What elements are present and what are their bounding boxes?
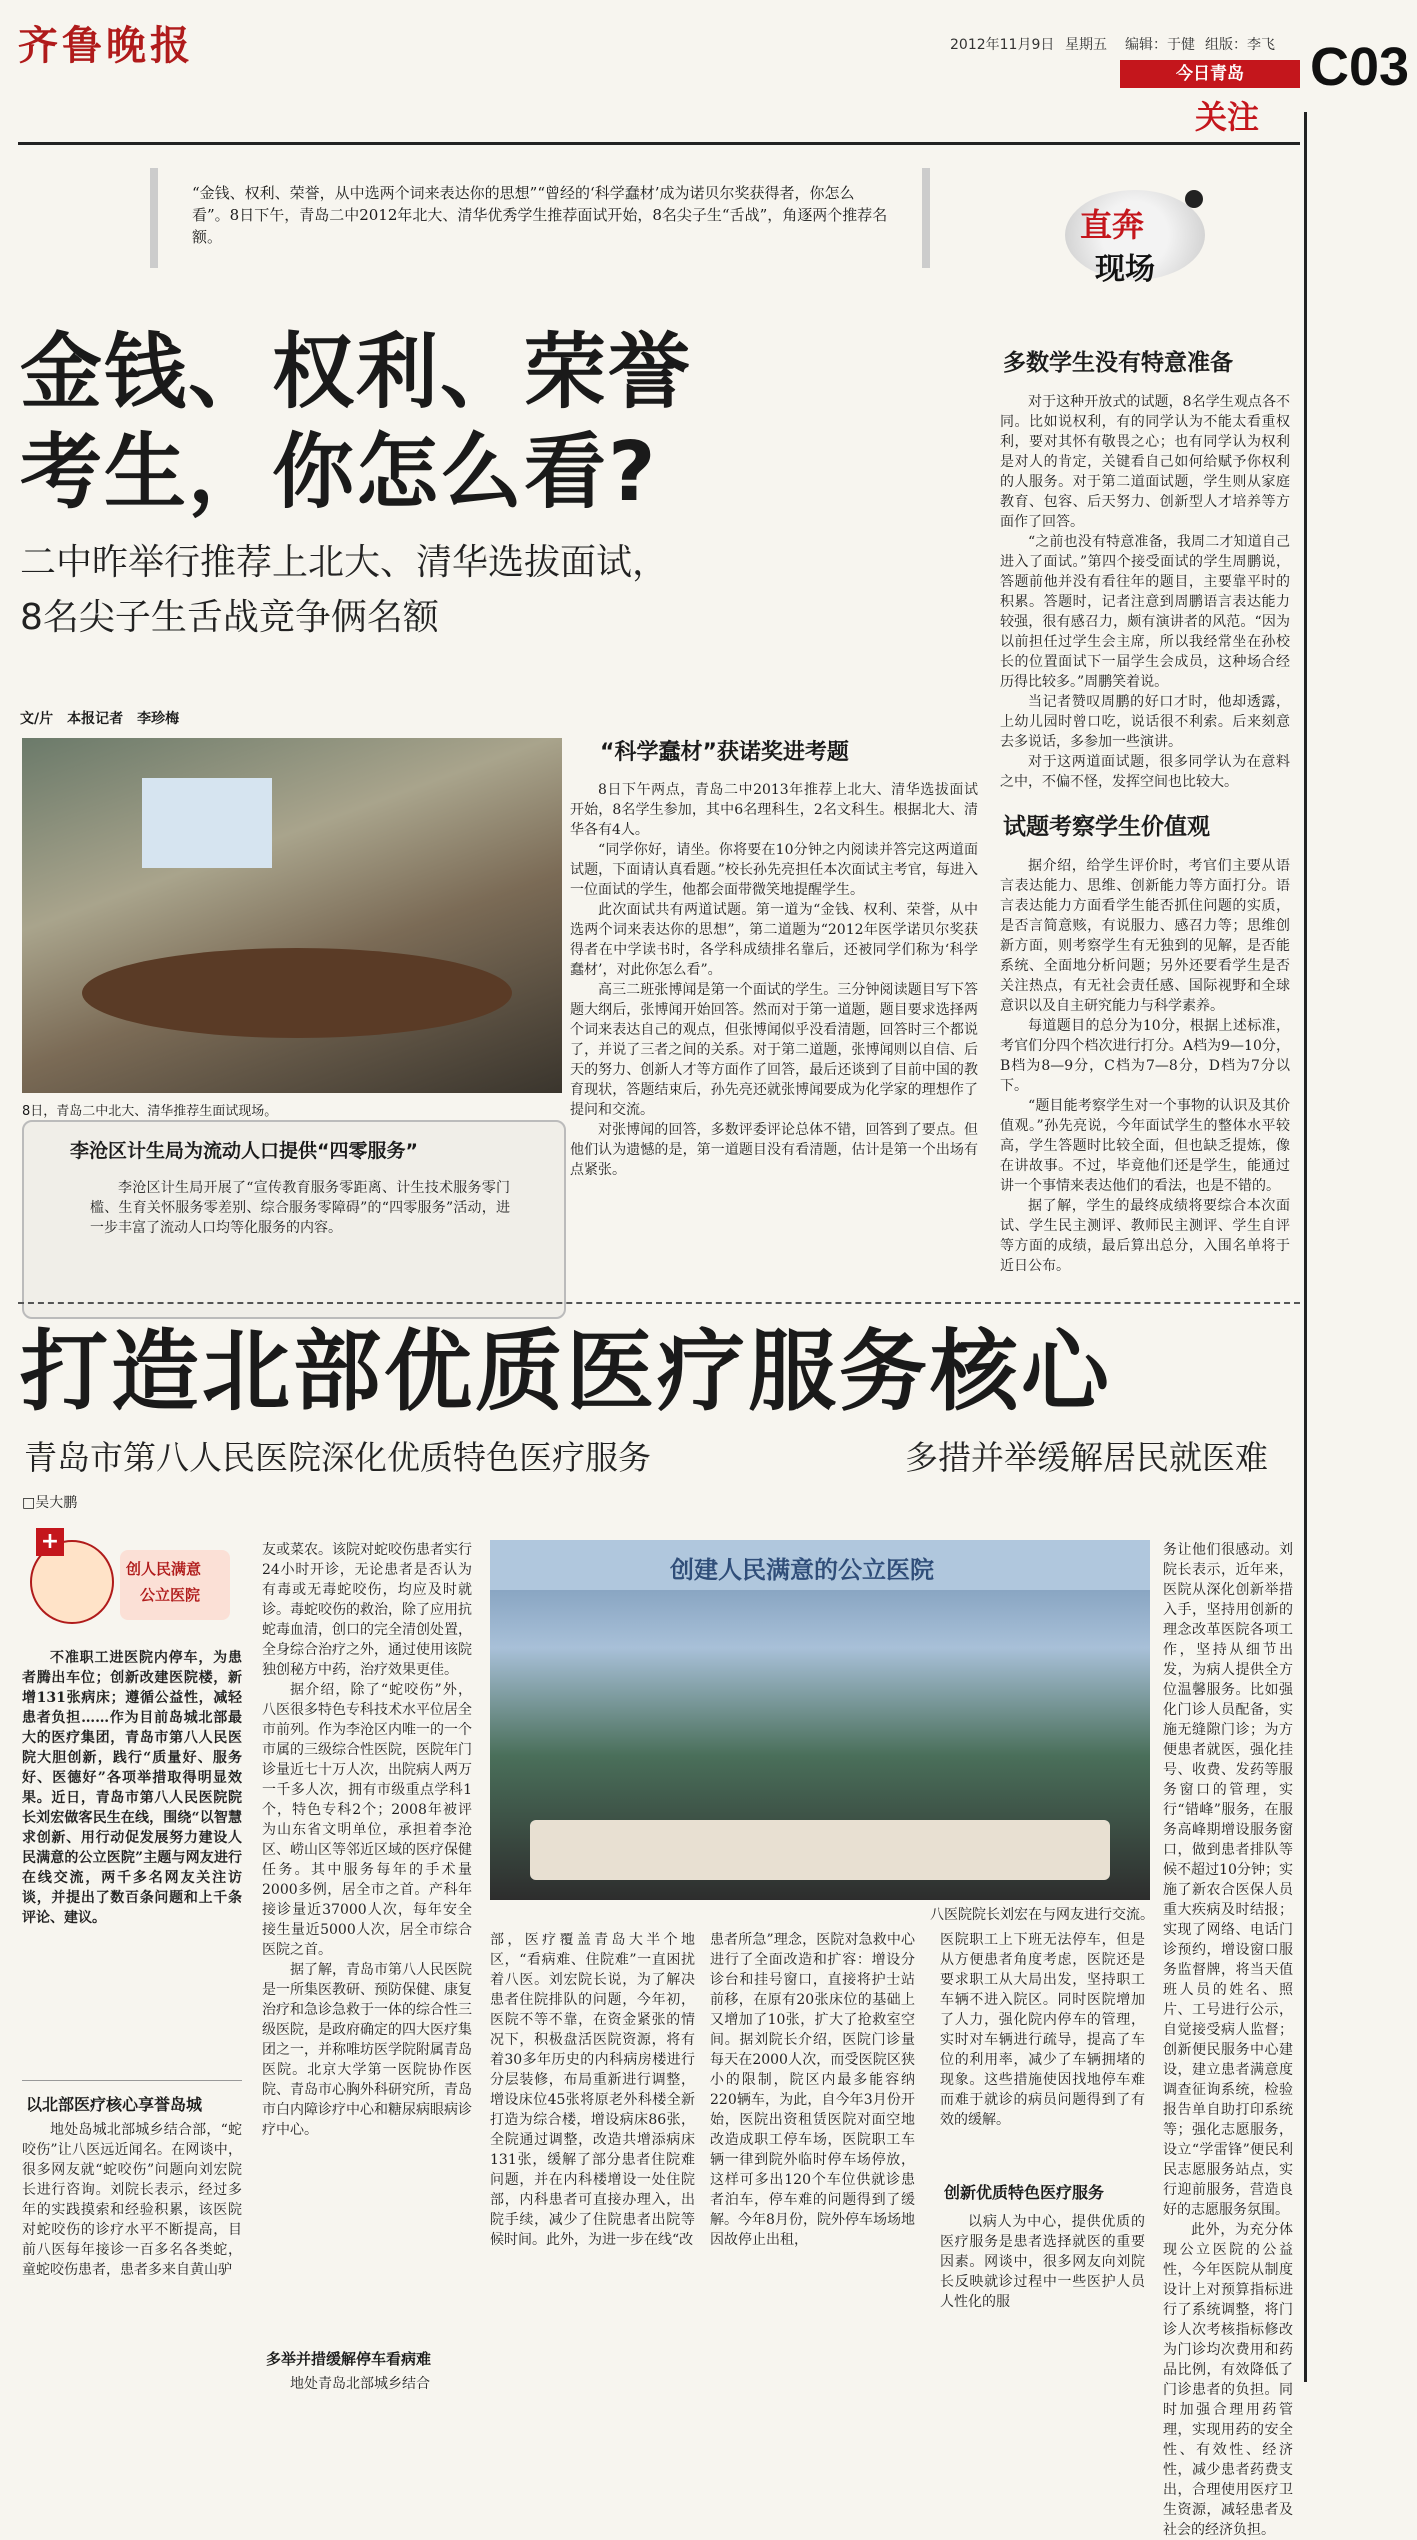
sub1-paragraph: 此次面试共有两道试题。第一道为“金钱、权利、荣誉，从中选两个词来表达你的思想”，第二道题为“2012年医学诺贝尔奖获得者在中学读书时，各学科成绩排名靠后，还被同学们称为‘科学蠢材’，对此你怎么看”。 — [570, 902, 978, 978]
story2-col4: 患者所急”理念，医院对急救中心进行了全面改造和扩容：增设分诊台和挂号窗口，直接将护士站前移，在原有20张床位的基础上又增加了10张，扩大了抢救室空间。据刘院长介绍，医院门诊量每天在2000人次，而受医院区狭小的限制，院区内最多能容纳220辆车，为此，自今年3月份开始，医院出资租赁医院对面空地改造成职工停车场，医院职工车辆一律到院外临时停车场停放，这样可多出120个车位供就诊患者泊车，停车难的问题得到了缓解。今年8月份，院外停车场场地因故停止出租， — [710, 1932, 915, 2248]
brief-title: 李沧区计生局为流动人口提供“四零服务” — [70, 1140, 418, 1162]
logo-line1: 创人民满意 — [126, 1560, 202, 1578]
story2-subhead-right: 多措并举缓解居民就医难 — [905, 1438, 1268, 1477]
livestream-photo — [490, 1540, 1150, 1900]
story2-col1: 地处岛城北部城乡结合部，“蛇咬伤”让八医远近闻名。在网谈中，很多网友就“蛇咬伤”问题向刘宏院长进行咨询。刘院长表示，经过多年的实践摸索和经验积累，该医院对蛇咬伤的诊疗水平不断提高，目前八医每年接诊一百多名各类蛇，童蛇咬伤患者，患者多来自黄山驴 — [22, 2122, 242, 2278]
brief-text: 李沧区计生局开展了“宣传教育服务零距离、计生技术服务零门槛、生育关怀服务零差别、综合服务零障碍”的“四零服务”活动，进一步丰富了流动人口均等化服务的内容。 — [90, 1180, 510, 1236]
sub1-paragraph: 8日下午两点，青岛二中2013年推荐上北大、清华选拔面试开始，8名学生参加，其中6名理科生，2名文科生。根据北大、清华各有4人。 — [570, 782, 978, 838]
story2-col2-tail: 地处青岛北部城乡结合 — [290, 2376, 430, 2392]
issue-date: 2012年11月9日 — [950, 37, 1055, 53]
sub2-body — [1000, 392, 1290, 792]
story2-intro: 不准职工进医院内停车，为患者腾出车位；创新改建医院楼，新增131张病床；遵循公益性，减轻患者负担……作为目前岛城北部最大的医疗集团，青岛市第八人民医院大胆创新，践行“质量好、服务好、医德好”各项举措取得明显效果。近日，青岛市第八人民医院院长刘宏做客民生在线，围绕“以智慧求创新、用行动促发展努力建设人民满意的公立医院”主题与网友进行在线交流，两千多名网友关注访谈，并提出了数百条问题和上千条评论、建议。 — [22, 1650, 242, 1926]
sub2-title: 多数学生没有特意准备 — [1003, 350, 1233, 376]
live-report-badge — [1035, 170, 1235, 300]
story1-headline-2: 考生，你怎么看? — [20, 425, 658, 520]
issue-weekday: 星期五 — [1065, 37, 1107, 53]
interview-photo — [22, 738, 562, 1093]
sub3-paragraph: “题目能考察学生对一个事物的认识及其价值观。”孙先亮说，今年面试学生的整体水平较高，学生答题时比较全面，但也缺乏提炼，像在讲故事。不过，毕竟他们还是学生，能通过讲一个事情来表达他们的看法，也是不错的。 — [1000, 1098, 1290, 1194]
logo-line2: 公立医院 — [140, 1586, 201, 1604]
story2-col6 — [1163, 1540, 1293, 2540]
satisfied-hospital-logo — [30, 1520, 230, 1630]
story1-subhead-1: 二中昨举行推荐上北大、清华选拔面试， — [20, 542, 669, 583]
story2-col2 — [262, 1540, 472, 2140]
sub2-paragraph: 对于这两道面试题，很多同学认为在意料之中，不偏不怪，发挥空间也比较大。 — [1000, 754, 1290, 790]
sub1-paragraph: 高三二班张博闻是第一个面试的学生。三分钟阅读题目写下答题大纲后，张博闻开始回答。然而对于第一道题，题目要求选择两个词来表达自己的观点，但张博闻似乎没看清题，回答时三个都说了，并说了三者之间的关系。对于第二道题，张博闻则以自信、后天的努力、创新人才等方面作了回答，最后还谈到了目前中国的教育现状，答题结束后，孙先亮还就张博闻要成为化学家的理想作了提问和交流。 — [570, 982, 978, 1118]
story2-headline: 打造北部优质医疗服务核心 — [20, 1320, 1113, 1423]
section-banner: 今日青岛 — [1120, 60, 1300, 88]
col2-paragraph: 据介绍，除了“蛇咬伤”外，八医很多特色专科技术水平位居全市前列。作为李沧区内唯一的一个市属的三级综合性医院，医院年门诊量近七十万人次，出院病人两万一千多人次，拥有市级重点学科1个，特色专科2个；2008年被评为山东省文明单位，承担着李沧区、崂山区等邻近区域的医疗保健任务。其中服务每年的手术量2000多例，居全市之首。产科年接诊量近37000人次，每年安全接生量近5000人次，居全市综合医院之首。 — [262, 1682, 472, 1958]
col2-paragraph: 据了解，青岛市第八人民医院是一所集医教研、预防保健、康复治疗和急诊急救于一体的综合性三级医院，是政府确定的四大医疗集团之一，并称唯坊医学院附属青岛医院。北京大学第一医院协作医院、青岛市心胸外科研究所，青岛市白内障诊疗中心和糖尿病眼病诊疗中心。 — [262, 1962, 472, 2138]
header-rule — [18, 142, 1300, 145]
story1-subhead-2: 8名尖子生舌战竞争俩名额 — [20, 597, 439, 638]
interview-photo-caption: 8日，青岛二中北大、清华推荐生面试现场。 — [22, 1104, 278, 1119]
sub3-paragraph: 据介绍，给学生评价时，考官们主要从语言表达能力、思维、创新能力等方面打分。语言表达能力方面看学生能否抓住问题的实质，是否言简意赅，有说服力、感召力等；思维创新方面，则考察学生有无独到的见解，是否能系统、全面地分析问题；另外还要看学生是否关注热点，有无社会责任感、国际视野和全球意识以及自主研究能力与科学素养。 — [1000, 858, 1290, 1014]
photo-banner-text: 创建人民满意的公立医院 — [670, 1556, 934, 1584]
story2-col5: 医院职工上下班无法停车，但是从方便患者角度考虑，医院还是要求职工从大局出发，坚持职工车辆不进入院区。同时医院增加了人力，强化院内停车的管理，实时对车辆进行疏导，提高了车位的利用率，减少了车辆拥堵的现象。这些措施使因找地停车难而难于就诊的病员问题得到了有效的缓解。 — [940, 1932, 1145, 2128]
story1-headline-1: 金钱、权利、荣誉 — [20, 325, 693, 420]
story2-col5-2: 以病人为中心，提供优质的医疗服务是患者选择就医的重要因素。网谈中，很多网友向刘院长反映就诊过程中一些医护人员人性化的服 — [940, 2214, 1145, 2310]
sub3-paragraph: 每道题目的总分为10分，根据上述标准，考官们分四个档次进行打分。A档为9—10分，B档为8—9分，C档为7—8分，D档为7分以下。 — [1000, 1018, 1290, 1094]
page-number: C03 — [1310, 37, 1410, 97]
red-cross-icon: + — [36, 1528, 64, 1556]
livestream-photo-caption: 八医院院长刘宏在与网友进行交流。 — [930, 1907, 1154, 1923]
sub1-paragraph: “同学你好，请坐。你将要在10分钟之内阅读并答完这两道面试题，下面请认真看题。”校长孙先亮担任本次面试主考官，每进入一位面试的学生，他都会面带微笑地提醒学生。 — [570, 842, 978, 898]
sub3-title: 试题考察学生价值观 — [1003, 814, 1210, 840]
editor-credit: 编辑：于健 — [1125, 37, 1195, 53]
story2-sub3-title: 创新优质特色医疗服务 — [944, 2183, 1105, 2202]
story2-subhead-left: 青岛市第八人民医院深化优质特色医疗服务 — [24, 1438, 651, 1477]
sub3-body — [1000, 856, 1290, 1276]
right-margin-rule — [1304, 112, 1307, 2382]
intro-rule — [22, 2080, 242, 2081]
sub2-paragraph: 对于这种开放式的试题，8名学生观点各不同。比如说权利，有的同学认为不能太看重权利，要对其怀有敬畏之心；也有同学认为权利是对人的肯定，关键看自己如何给赋予你权利的人服务。对于第二道面试题，学生则从家庭教育、包容、后天努力、创新型人才培养等方面作了回答。 — [1000, 394, 1290, 530]
story2-byline: □吴大鹏 — [22, 1495, 78, 1511]
col6-paragraph: 此外，为充分体现公立医院的公益性，今年医院从制度设计上对预算指标进行了系统调整，将门诊人次考核指标修改为门诊均次费用和药品比例，有效降低了门诊患者的负担。同时加强合理用药管理，实现用药的安全性、有效性、经济性，减少患者药费支出，合理使用医疗卫生资源，减轻患者及社会的经济负担。 — [1163, 2222, 1293, 2538]
badge-line2: 现场 — [1095, 252, 1155, 287]
col6-paragraph: 务让他们很感动。刘院长表示，近年来，医院从深化创新举措入手，坚持用创新的理念改革医院各项工作，坚持从细节出发，为病人提供全方位温馨服务。比如强化门诊人员配备，实施无缝隙门诊；为方便患者就医，强化挂号、收费、发药等服务窗口的管理，实行“错峰”服务，在服务高峰期增设服务窗口，做到患者排队等候不超过10分钟；实施了新农合医保人员重大疾病及时结报；实现了网络、电话门诊预约，增设窗口服务监督牌，将当天值班人员的姓名、照片、工号进行公示，自觉接受病人监督；创新便民服务中心建设，建立患者满意度调查征询系统，检验报告单自助打印系统等；强化志愿服务，设立“学雷锋”便民利民志愿服务站点，实行迎前服务，营造良好的志愿服务氛围。 — [1163, 1542, 1293, 2218]
sub1-title: “科学蠢材”获诺奖进考题 — [600, 740, 849, 765]
sub2-paragraph: 当记者赞叹周鹏的好口才时，他却透露，上幼儿园时曾口吃，说话很不利索。后来刻意去多说话，多参加一些演讲。 — [1000, 694, 1290, 750]
story1-lead: “金钱、权利、荣誉，从中选两个词来表达你的思想”“曾经的‘科学蠢材’成为诺贝尔奖获得者，你怎么看”。8日下午，青岛二中2012年北大、清华优秀学生推荐面试开始，8名尖子生“舌战”，角逐两个推荐名额。 — [150, 168, 930, 268]
sub2-paragraph: “之前也没有特意准备，我周二才知道自己进入了面试。”第四个接受面试的学生周鹏说，答题前他并没有看往年的题目，主要靠平时的积累。答题时，记者注意到周鹏语言表达能力较强，很有感召力，颇有演讲者的风范。“因为以前担任过学生会主席，所以我经常坐在孙校长的位置面试下一届学生会成员，这种场合经历得比较多。”周鹏笑着说。 — [1000, 534, 1290, 690]
sub1-paragraph: 对张博闻的回答，多数评委评论总体不错，回答到了要点。但他们认为遗憾的是，第一道题目没有看清题，估计是第一个出场有点紧张。 — [570, 1122, 978, 1178]
col2-paragraph: 友或菜农。该院对蛇咬伤患者实行24小时开诊，无论患者是否认为有毒或无毒蛇咬伤，均应及时就诊。毒蛇咬伤的救治，除了应用抗蛇毒血清，创口的完全清创处置，全身综合治疗之外，通过使用该院独创秘方中药，治疗效果更佳。 — [262, 1542, 472, 1678]
story1-byline: 文/片 本报记者 李珍梅 — [20, 711, 180, 727]
sub3-paragraph: 据了解，学生的最终成绩将要综合本次面试、学生民主测评、教师民主测评、学生自评等方面的成绩，最后算出总分，入围名单将于近日公布。 — [1000, 1198, 1290, 1274]
story2-col3: 部，医疗覆盖青岛大半个地区，“看病难、住院难”一直困扰着八医。刘宏院长说，为了解决患者住院排队的问题，今年初，医院不等不靠，在资金紧张的情况下，积极盘活医院资源，将有着30多年历史的内科病房楼进行分层装修，布局重新进行调整，增设床位45张将原老外科楼全新打造为综合楼，增设病床86张，全院通过调整，改造共增添病床131张，缓解了部分患者住院难问题，并在内科楼增设一处住院部，内科患者可直接办理入，出院手续，减少了住院患者出院等候时间。此外，为进一步在线“改 — [490, 1932, 695, 2248]
story2-sub2-title: 多举并措缓解停车看病难 — [266, 2350, 432, 2368]
column-label: 关注 — [1195, 98, 1260, 136]
layout-credit: 组版：李飞 — [1205, 37, 1275, 53]
sub1-body — [570, 780, 978, 1180]
story2-sub1-title: 以北部医疗核心享誉岛城 — [26, 2095, 203, 2114]
badge-line1: 直奔 — [1080, 206, 1145, 244]
story-divider — [18, 1302, 1300, 1304]
runner-icon — [1185, 190, 1203, 208]
masthead-logo: 齐鲁晚报 — [18, 22, 194, 69]
